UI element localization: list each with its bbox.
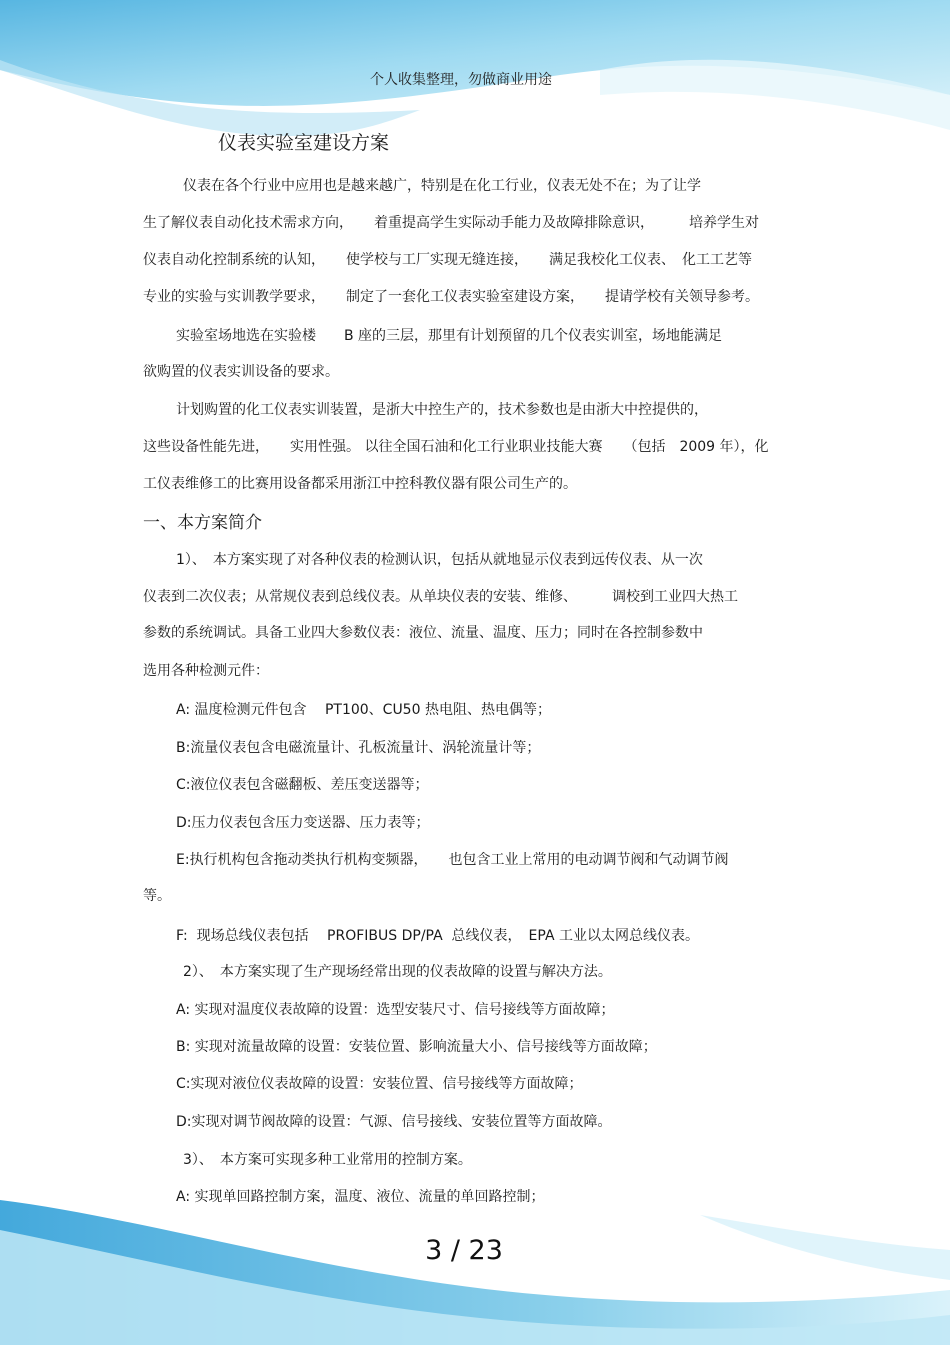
section-line: 仪表到二次仪表；从常规仪表到总线仪表。从单块仪表的安装、维修、 调校到工业四大热工 [143,589,738,605]
section-line: A: 实现对温度仪表故障的设置：选型安装尺寸、信号接线等方面故障； [176,1002,615,1018]
paragraph-line: 专业的实验与实训教学要求， 制定了一套化工仪表实验室建设方案， 提请学校有关领导参考。 [143,289,759,305]
section-line: B:流量仪表包含电磁流量计、孔板流量计、涡轮流量计等； [176,740,541,756]
section-line: D:实现对调节阀故障的设置：气源、信号接线、安装位置等方面故障。 [176,1114,612,1130]
section-line: 3）、 本方案可实现多种工业常用的控制方案。 [183,1152,472,1168]
paragraph-line: 实验室场地选在实验楼 B 座的三层，那里有计划预留的几个仪表实训室，场地能满足 [176,328,723,344]
paragraph-line: 这些设备性能先进， 实用性强。 以往全国石油和化工行业职业技能大赛 （包括 2009 年），化 [143,439,769,455]
section-line: F: 现场总线仪表包括 PROFIBUS DP/PA 总线仪表， EPA 工业以太网总线仪表。 [176,928,699,944]
section-line: A: 温度检测元件包含 PT100、CU50 热电阻、热电偶等； [176,702,551,718]
paragraph-line: 欲购置的仪表实训设备的要求。 [143,364,339,380]
section-line: 参数的系统调试。具备工业四大参数仪表：液位、流量、温度、压力；同时在各控制参数中 [143,625,703,641]
section-line: 1）、 本方案实现了对各种仪表的检测认识，包括从就地显示仪表到远传仪表、从一次 [176,552,703,568]
section-line: E:执行机构包含拖动类执行机构变频器， 也包含工业上常用的电动调节阀和气动调节阀 [176,852,729,868]
paragraph-line: 工仪表维修工的比赛用设备都采用浙江中控科教仪器有限公司生产的。 [143,476,577,492]
page-number: 3 / 23 [425,1235,503,1266]
watermark-text: 个人收集整理，勿做商业用途 [370,72,552,88]
paragraph-line: 仪表在各个行业中应用也是越来越广，特别是在化工行业，仪表无处不在；为了让学 [183,178,701,194]
document-title: 仪表实验室建设方案 [218,132,390,154]
section-line: C:液位仪表包含磁翻板、差压变送器等； [176,777,429,793]
section-line: B: 实现对流量故障的设置：安装位置、影响流量大小、信号接线等方面故障； [176,1039,657,1055]
section-line: 选用各种检测元件： [143,663,269,679]
section-line: C:实现对液位仪表故障的设置：安装位置、信号接线等方面故障； [176,1076,583,1092]
paragraph-line: 生了解仪表自动化技术需求方向， 着重提高学生实际动手能力及故障排除意识， 培养学生对 [143,215,759,231]
section-line: A: 实现单回路控制方案，温度、液位、流量的单回路控制； [176,1189,545,1205]
paragraph-line: 计划购置的化工仪表实训装置，是浙大中控生产的，技术参数也是由浙大中控提供的， [176,402,708,418]
section-line: 2）、 本方案实现了生产现场经常出现的仪表故障的设置与解决方法。 [183,964,612,980]
section-heading: 一、本方案简介 [143,513,262,533]
paragraph-line: 仪表自动化控制系统的认知， 使学校与工厂实现无缝连接， 满足我校化工仪表、 化工工艺等 [143,252,752,268]
section-line: 等。 [143,888,171,904]
section-line: D:压力仪表包含压力变送器、压力表等； [176,815,430,831]
